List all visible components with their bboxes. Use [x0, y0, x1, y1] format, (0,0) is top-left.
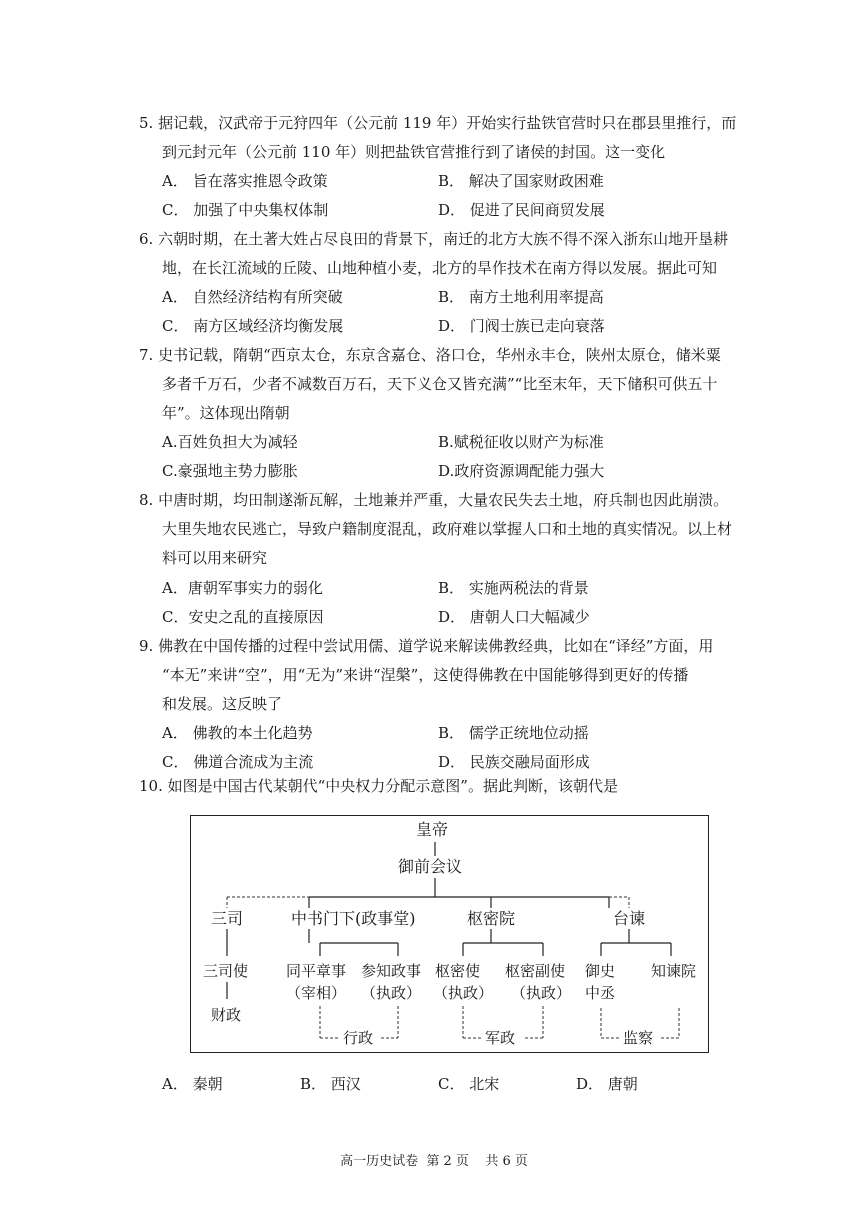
node-imperial-council: 御前会议 [398, 857, 463, 876]
label-xingzheng: 行政 [343, 1029, 374, 1047]
node-shumi-shi: 枢密使 [435, 962, 481, 980]
q7-option-a[interactable]: A.百姓负担大为减轻 [162, 433, 298, 451]
label-junzheng: 军政 [485, 1029, 516, 1047]
q9-line2: “本无”来讲“空”，用“无为”来讲“涅槃”，这使得佛教在中国能够得到更好的传播 [162, 666, 689, 684]
node-zhongcheng: 中丞 [585, 984, 616, 1002]
power-distribution-diagram [190, 815, 709, 1053]
q5-line2: 到元封元年（公元前 110 年）则把盐铁官营推行到了诸侯的封国。这一变化 [162, 143, 666, 161]
node-sansi: 三司 [211, 909, 244, 928]
node-tongping-zhangshi: 同平章事 [286, 962, 347, 980]
q5-line1: 5. 据记载，汉武帝于元狩四年（公元前 119 年）开始实行盐铁官营时只在郡县里推行，而 [139, 114, 737, 132]
q9-option-a[interactable]: A． 佛教的本土化趋势 [162, 724, 313, 742]
q6-option-d[interactable]: D． 门阀士族已走向衰落 [438, 317, 605, 335]
q6-line1: 6. 六朝时期，在土著大姓占尽良田的背景下，南迁的北方大族不得不深入浙东山地开垦耕 [139, 230, 729, 248]
diagram-connectors [191, 816, 707, 1051]
q6-option-a[interactable]: A． 自然经济结构有所突破 [162, 288, 343, 306]
q8-option-d[interactable]: D． 唐朝人口大幅减少 [438, 608, 590, 626]
node-canzhi-zhengshi: 参知政事 [361, 962, 422, 980]
q10-option-c[interactable]: C． 北宋 [438, 1075, 500, 1093]
node-zaixiang: （宰相） [286, 984, 347, 1002]
q9-option-b[interactable]: B． 儒学正统地位动摇 [438, 724, 589, 742]
q9-option-d[interactable]: D． 民族交融局面形成 [438, 753, 590, 771]
q8-option-a[interactable]: A．唐朝军事实力的弱化 [162, 579, 323, 597]
q5-option-b[interactable]: B． 解决了国家财政困难 [438, 172, 604, 190]
q9-line1: 9. 佛教在中国传播的过程中尝试用儒、道学说来解读佛教经典，比如在“译经”方面，用 [139, 637, 714, 655]
node-zhijianyuan: 知谏院 [651, 962, 697, 980]
q7-option-d[interactable]: D.政府资源调配能力强大 [438, 462, 605, 480]
node-emperor: 皇帝 [416, 820, 449, 839]
q8-line3: 料可以用来研究 [162, 549, 268, 567]
q10-option-d[interactable]: D． 唐朝 [576, 1075, 638, 1093]
node-taijian: 台谏 [613, 909, 646, 928]
q8-line1: 8. 中唐时期，均田制遂渐瓦解，土地兼并严重，大量农民失去土地，府兵制也因此崩溃。 [139, 491, 729, 509]
node-shumi-fushi: 枢密副使 [505, 962, 566, 980]
node-shumiyuan: 枢密院 [467, 909, 516, 928]
node-zhizheng-3: （执政） [511, 984, 572, 1002]
q9-line3: 和发展。这反映了 [162, 695, 283, 713]
node-zhongshu-menxia: 中书门下(政事堂) [291, 909, 416, 928]
q5-option-d[interactable]: D． 促进了民间商贸发展 [438, 201, 605, 219]
q8-option-b[interactable]: B． 实施两税法的背景 [438, 579, 589, 597]
q8-line2: 大里失地农民逃亡，导致户籍制度混乱，政府难以掌握人口和土地的真实情况。以上材 [162, 520, 733, 538]
page-footer: 高一历史试卷 第 2 页 共 6 页 [340, 1154, 528, 1169]
q7-option-b[interactable]: B.赋税征收以财产为标准 [438, 433, 604, 451]
q10-line1: 10. 如图是中国古代某朝代“中央权力分配示意图”。据此判断，该朝代是 [139, 777, 618, 795]
q5-option-c[interactable]: C． 加强了中央集权体制 [162, 201, 329, 219]
node-zhizheng-2: （执政） [433, 984, 494, 1002]
q5-option-a[interactable]: A． 旨在落实推恩令政策 [162, 172, 328, 190]
q6-option-c[interactable]: C． 南方区域经济均衡发展 [162, 317, 344, 335]
q9-option-c[interactable]: C． 佛道合流成为主流 [162, 753, 314, 771]
label-jiancha: 监察 [623, 1029, 654, 1047]
q8-option-c[interactable]: C．安史之乱的直接原因 [162, 608, 324, 626]
node-yushi: 御史 [585, 962, 616, 980]
q6-line2: 地，在长江流域的丘陵、山地种植小麦，北方的旱作技术在南方得以发展。据此可知 [162, 259, 718, 277]
q6-option-b[interactable]: B． 南方土地利用率提高 [438, 288, 604, 306]
q7-option-c[interactable]: C.豪强地主势力膨胀 [162, 462, 298, 480]
node-sansi-shi: 三司使 [203, 962, 249, 980]
q7-line3: 年”。这体现出隋朝 [162, 404, 290, 422]
q7-line2: 多者千万石，少者不减数百万石，天下义仓又皆充满”“比至末年，天下储积可供五十 [162, 375, 718, 393]
node-caizheng: 财政 [211, 1006, 242, 1024]
q10-option-a[interactable]: A． 秦朝 [162, 1075, 223, 1093]
q10-option-b[interactable]: B． 西汉 [300, 1075, 361, 1093]
node-zhizheng-1: （执政） [361, 984, 422, 1002]
q7-line1: 7. 史书记载，隋朝“西京太仓，东京含嘉仓、洛口仓，华州永丰仓，陕州太原仓，储米粟 [139, 346, 721, 364]
